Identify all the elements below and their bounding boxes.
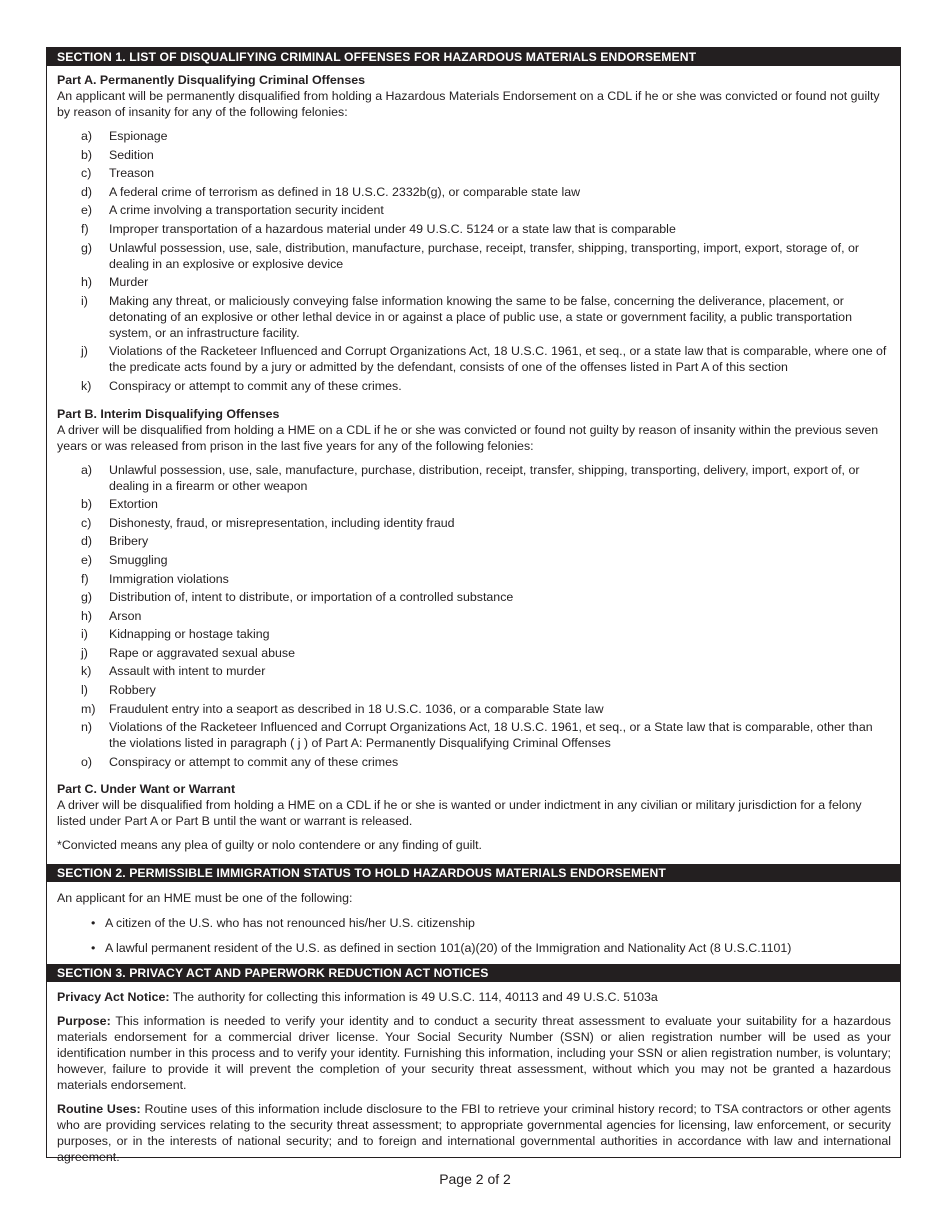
list-item: [57, 589, 891, 608]
item-label: e): [81, 552, 93, 567]
list-item: [57, 202, 891, 221]
immigration-status-list: [57, 915, 891, 956]
convicted-footnote: *Convicted means any plea of guilty or nolo contendere or any finding of guilt.: [57, 838, 482, 853]
item-label: f): [81, 221, 89, 236]
item-label: k): [81, 664, 92, 679]
item-label: l): [81, 683, 88, 698]
item-text: Fraudulent entry into a seaport as described in 18 U.S.C. 1036, or a comparable State law: [109, 701, 604, 716]
partB-title: Part B. Interim Disqualifying Offenses: [57, 406, 280, 421]
list-item: [57, 378, 891, 397]
item-label: k): [81, 378, 92, 393]
list-item: [57, 645, 891, 664]
routine-lead: Routine Uses:: [57, 1102, 141, 1116]
item-text: Murder: [109, 275, 149, 290]
item-label: m): [81, 701, 96, 716]
item-label: i): [81, 293, 88, 308]
section2-intro: An applicant for an HME must be one of the following:: [57, 891, 353, 905]
item-text: Violations of the Racketeer Influenced and Corrupt Organizations Act, 18 U.S.C. 1961, et seq., or a state law that is comparable, where one of the predicate acts found by a jury or admitted by the defendant, consists of one of the offenses listed in Part A of this section: [109, 344, 887, 375]
partA-intro: An applicant will be permanently disqualified from holding a Hazardous Materials Endorsement on a CDL if he or she was convicted or found not guilty by reason of insanity for any of the following felonies:: [57, 89, 880, 119]
bullet-icon: •: [91, 941, 96, 955]
list-item: [57, 221, 891, 240]
item-text: Distribution of, intent to distribute, or importation of a controlled substance: [109, 590, 514, 605]
routine-text: Routine uses of this information include disclosure to the FBI to retrieve your criminal history record; to TSA contractors or other agents who are providing services relating to the security threat assessment; to appropriate governmental agencies for licensing, law enforcement, or security purposes, or in the interests of national security; and to foreign and international governmental authorities in accordance with law and international agreement.: [57, 1102, 891, 1164]
list-item: [57, 165, 891, 184]
item-label: o): [81, 754, 93, 769]
item-label: c): [81, 166, 92, 181]
item-text: Espionage: [109, 129, 168, 143]
item-label: a): [81, 462, 93, 477]
item-text: Immigration violations: [109, 571, 229, 586]
item-label: b): [81, 147, 93, 162]
item-label: g): [81, 590, 93, 605]
privacy-text: The authority for collecting this information is 49 U.S.C. 114, 40113 and 49 U.S.C. 5103a: [169, 990, 658, 1004]
form-frame: [46, 47, 901, 1164]
list-item: [57, 184, 891, 203]
item-label: h): [81, 275, 93, 290]
item-text: Making any threat, or maliciously conveying false information knowing the same to be false, concerning the deliverance, placement, or detonating of an explosive or other lethal device in or against a place of public use, a state or government facility, a public transportation system, or an infrastructure facility.: [109, 293, 852, 340]
list-item: [57, 754, 891, 773]
item-text: Extortion: [109, 497, 158, 512]
item-text: Treason: [109, 166, 154, 181]
item-text: Bribery: [109, 534, 149, 549]
list-item: [57, 240, 891, 275]
item-label: g): [81, 240, 93, 255]
item-label: j): [81, 344, 88, 359]
item-text: Unlawful possession, use, sale, distribution, manufacture, purchase, receipt, transfer, shipping, transporting, import, export, storage of, or dealing in an explosive or explosive device: [109, 240, 860, 271]
section2-header: SECTION 2. PERMISSIBLE IMMIGRATION STATUS TO HOLD HAZARDOUS MATERIALS ENDORSEMENT: [47, 864, 900, 882]
list-item: [57, 128, 891, 147]
item-text: Arson: [109, 608, 142, 623]
item-text: Violations of the Racketeer Influenced and Corrupt Organizations Act, 18 U.S.C. 1961, et seq., or a State law that is comparable, other than the violations listed in paragraph ( j ) of Part A: Permanently Disqualifying Criminal Offenses: [109, 720, 873, 751]
bullet-text: A citizen of the U.S. who has not renounced his/her U.S. citizenship: [105, 916, 475, 930]
bullet-text: A lawful permanent resident of the U.S. as defined in section 101(a)(20) of the Immigration and Nationality Act (8 U.S.C.1101): [105, 941, 792, 955]
item-text: Unlawful possession, use, sale, manufacture, purchase, distribution, receipt, transfer, shipping, transporting, delivery, import, export of, or dealing in a firearm or other weapon: [109, 462, 860, 493]
section1-header: SECTION 1. LIST OF DISQUALIFYING CRIMINAL OFFENSES FOR HAZARDOUS MATERIALS ENDORSEMENT: [47, 48, 900, 66]
page-number: Page 2 of 2: [439, 1171, 511, 1187]
privacy-lead: Privacy Act Notice:: [57, 990, 170, 1004]
list-item: [57, 147, 891, 166]
list-item: [57, 496, 891, 515]
item-label: i): [81, 627, 88, 642]
partB-intro: A driver will be disqualified from holding a HME on a CDL if he or she was convicted or found not guilty by reason of insanity within the previous seven years or was released from prison in the last five years for any of the following felonies:: [57, 422, 879, 453]
list-item: [57, 940, 891, 956]
list-item: [57, 274, 891, 293]
item-label: n): [81, 720, 93, 735]
item-label: a): [81, 129, 93, 143]
item-label: d): [81, 534, 93, 549]
section2-body: [47, 882, 900, 956]
section3-header: SECTION 3. PRIVACY ACT AND PAPERWORK REDUCTION ACT NOTICES: [47, 964, 900, 982]
section3-body: [47, 982, 900, 1165]
item-label: d): [81, 184, 93, 199]
item-text: Robbery: [109, 683, 156, 698]
item-label: j): [81, 645, 88, 660]
item-label: f): [81, 571, 89, 586]
list-item: [57, 663, 891, 682]
list-item: [57, 462, 891, 497]
partC-title: Part C. Under Want or Warrant: [57, 782, 236, 797]
partB-list: [57, 462, 891, 773]
purpose-paragraph: [57, 1013, 891, 1093]
list-item: [57, 293, 891, 344]
list-item: [57, 533, 891, 552]
partA-title: Part A. Permanently Disqualifying Criminal Offenses: [57, 73, 366, 87]
partA-list: [57, 128, 891, 397]
list-item: [57, 571, 891, 590]
section1-body: [47, 66, 900, 853]
item-text: Rape or aggravated sexual abuse: [109, 645, 295, 660]
list-item: [57, 701, 891, 720]
item-text: Conspiracy or attempt to commit any of these crimes.: [109, 378, 402, 393]
purpose-text: This information is needed to verify your identity and to conduct a security threat assessment to evaluate your suitability for a hazardous materials endorsement for a commercial driver license. Your Social Security Number (SSN) or alien registration number will be used as your identification number in this process and to verify your identity. Furnishing this information, including your SSN or alien registration number, is voluntary; however, failure to provide it will prevent the completion of your security threat assessment, without which you may not be granted a hazardous materials endorsement.: [57, 1014, 891, 1092]
item-label: c): [81, 515, 92, 530]
item-text: Assault with intent to murder: [109, 664, 266, 679]
purpose-lead: Purpose:: [57, 1014, 111, 1028]
routine-uses-paragraph: [57, 1101, 891, 1165]
item-text: A crime involving a transportation security incident: [109, 203, 384, 218]
item-text: Dishonesty, fraud, or misrepresentation, including identity fraud: [109, 515, 455, 530]
list-item: [57, 915, 891, 931]
item-label: b): [81, 497, 93, 512]
list-item: [57, 343, 891, 378]
item-text: Smuggling: [109, 552, 168, 567]
list-item: [57, 626, 891, 645]
item-label: e): [81, 203, 93, 218]
list-item: [57, 552, 891, 571]
item-text: Kidnapping or hostage taking: [109, 627, 270, 642]
list-item: [57, 719, 891, 754]
item-label: h): [81, 608, 93, 623]
item-text: A federal crime of terrorism as defined in 18 U.S.C. 2332b(g), or comparable state law: [109, 184, 581, 199]
list-item: [57, 608, 891, 627]
item-text: Sedition: [109, 147, 154, 162]
list-item: [57, 682, 891, 701]
partC-text: A driver will be disqualified from holding a HME on a CDL if he or she is wanted or under indictment in any civilian or military jurisdiction for a felony listed under Part A or Part B until the want or warrant is released.: [57, 798, 862, 829]
list-item: [57, 515, 891, 534]
item-text: Improper transportation of a hazardous material under 49 U.S.C. 5124 or a state law that is comparable: [109, 221, 676, 236]
privacy-act-notice: [57, 989, 891, 1005]
bullet-icon: •: [91, 916, 96, 930]
item-text: Conspiracy or attempt to commit any of these crimes: [109, 754, 399, 769]
